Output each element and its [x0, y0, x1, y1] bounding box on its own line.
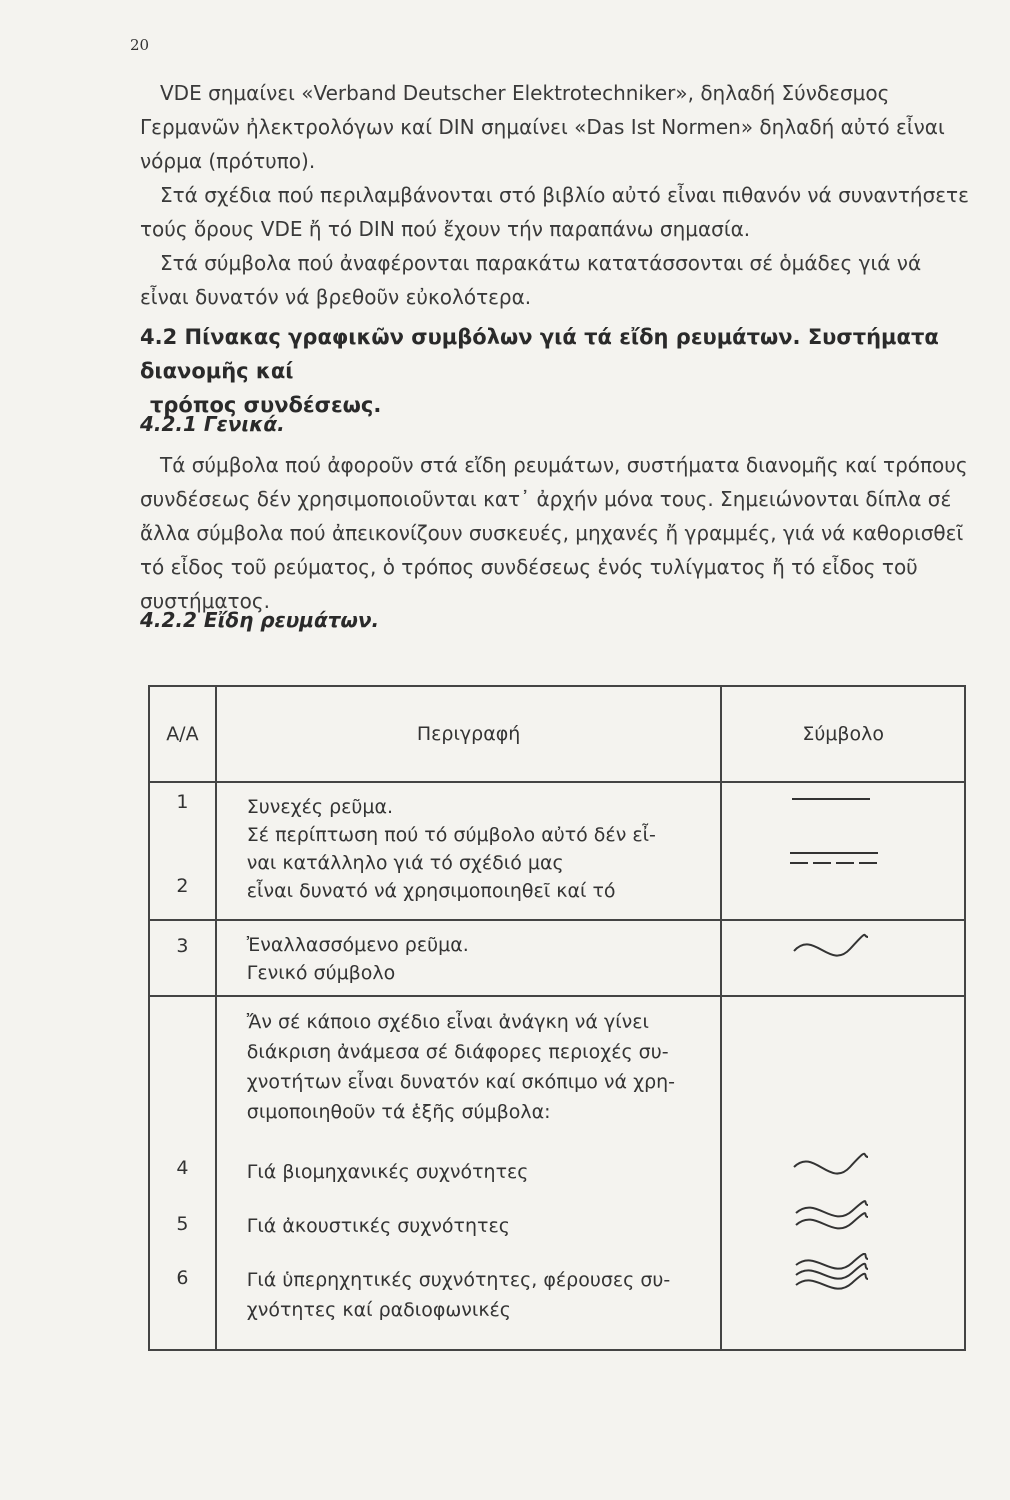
description-line: Συνεχές ρεῦμα.	[246, 796, 394, 818]
general-paragraph: Τά σύμβολα πού ἀφοροῦν στά εἴδη ρευμάτων, συστήματα διανομῆς καί τρόπους συνδέσεως δέν χρησιμοποιοῦνται κατ᾽ ἀρχήν μόνα τους. Σημειώνονται δίπλα σέ ἄλλα σύμβολα πού ἀπεικονίζουν συσκευές, μηχανές ἤ γραμμές, γιά νά καθορισθεῖ τό εἶδος τοῦ ρεύματος, ὁ τρόπος συνδέσεως ἑνός τυλίγματος ἤ τό εἶδος τοῦ συστήματος.	[140, 453, 968, 613]
subsection-heading-general: 4.2.1 Γενικά.	[140, 412, 285, 436]
row-number: 2	[176, 875, 189, 897]
intro-paragraph-3: Στά σύμβολα πού ἀναφέρονται παρακάτω κατατάσσονται σέ ὁμάδες γιά νά εἶναι δυνατόν νά βρεθοῦν εὐκολότερα.	[140, 251, 922, 309]
description-line: Γιά ἀκουστικές συχνότητες	[246, 1215, 510, 1237]
general-text	[140, 448, 970, 618]
row-number: 5	[176, 1213, 189, 1235]
dc-solid-line-icon	[782, 787, 902, 811]
description-line: Σέ περίπτωση πού τό σύμβολο αὐτό δέν εἶ-	[246, 824, 656, 846]
header-symbol: Σύμβολο	[721, 686, 965, 782]
page-number: 20	[130, 36, 150, 54]
row-number-cell	[149, 996, 216, 1350]
description-line: σιμοποιηθοῦν τά ἑξῆς σύμβολα:	[246, 1101, 551, 1123]
row-number: 4	[176, 1157, 189, 1179]
symbols-table	[148, 685, 966, 1351]
description-line: εἶναι δυνατό νά χρησιμοποιηθεῖ καί τό	[246, 880, 616, 902]
table-header-row	[149, 686, 965, 782]
table-row	[149, 782, 965, 920]
symbol-cell	[721, 996, 965, 1350]
description-line: Ἐναλλασσόμενο ρεῦμα.	[246, 934, 469, 956]
intro-paragraph-1: VDE σημαίνει «Verband Deutscher Elektrotechniker», δηλαδή Σύνδεσμος Γερμανῶν ἠλεκτρολόγων καί DIN σημαίνει «Das Ist Normen» δηλαδή αὐτό εἶναι νόρμα (πρότυπο).	[140, 81, 945, 173]
subsection-heading-current-types: 4.2.2 Εἴδη ρευμάτων.	[140, 608, 380, 632]
intro-paragraph-2: Στά σχέδια πού περιλαμβάνονται στό βιβλίο αὐτό εἶναι πιθανόν νά συναντήσετε τούς ὅρους VDE ἤ τό DIN πού ἔχουν τήν παραπάνω σημασία.	[140, 183, 969, 241]
row-number: 3	[176, 935, 189, 957]
description-line: Γιά βιομηχανικές συχνότητες	[246, 1161, 529, 1183]
description-line: χνότητες καί ραδιοφωνικές	[246, 1299, 511, 1321]
row-number: 1	[176, 791, 189, 813]
description-line: Γενικό σύμβολο	[246, 962, 396, 984]
dc-dashed-line-icon	[782, 845, 902, 875]
description-line: διάκριση ἀνάμεσα σέ διάφορες περιοχές συ-	[246, 1041, 669, 1063]
row-number-cell	[149, 782, 216, 920]
description-line: Ἄν σέ κάποιο σχέδιο εἶναι ἀνάγκη νά γίνει	[246, 1011, 649, 1033]
row-number-cell	[149, 920, 216, 996]
description-cell	[216, 996, 722, 1350]
header-aa: Α/Α	[149, 686, 216, 782]
symbol-cell	[721, 920, 965, 996]
table-row	[149, 920, 965, 996]
table-row	[149, 996, 965, 1350]
row-number: 6	[176, 1267, 189, 1289]
description-line: ναι κατάλληλο γιά τό σχέδιό μας	[246, 852, 564, 874]
description-cell	[216, 920, 722, 996]
section-heading	[140, 320, 970, 422]
ultrasonic-frequency-wave-icon	[782, 1253, 902, 1297]
header-description: Περιγραφή	[216, 686, 722, 782]
description-line: Γιά ὑπερηχητικές συχνότητες, φέρουσες συ-	[246, 1269, 671, 1291]
section-heading-line-2: τρόπος συνδέσεως.	[150, 393, 382, 417]
industrial-frequency-wave-icon	[782, 1149, 902, 1189]
symbol-cell	[721, 782, 965, 920]
intro-text	[140, 76, 970, 314]
description-line: χνοτήτων εἶναι δυνατόν καί σκόπιμο νά χρη-	[246, 1071, 676, 1093]
section-heading-line-1: 4.2 Πίνακας γραφικῶν συμβόλων γιά τά εἴδη ρευμάτων. Συστήματα διανομῆς καί	[140, 325, 939, 383]
ac-wave-icon	[782, 929, 902, 969]
acoustic-frequency-wave-icon	[782, 1199, 902, 1239]
description-cell	[216, 782, 722, 920]
